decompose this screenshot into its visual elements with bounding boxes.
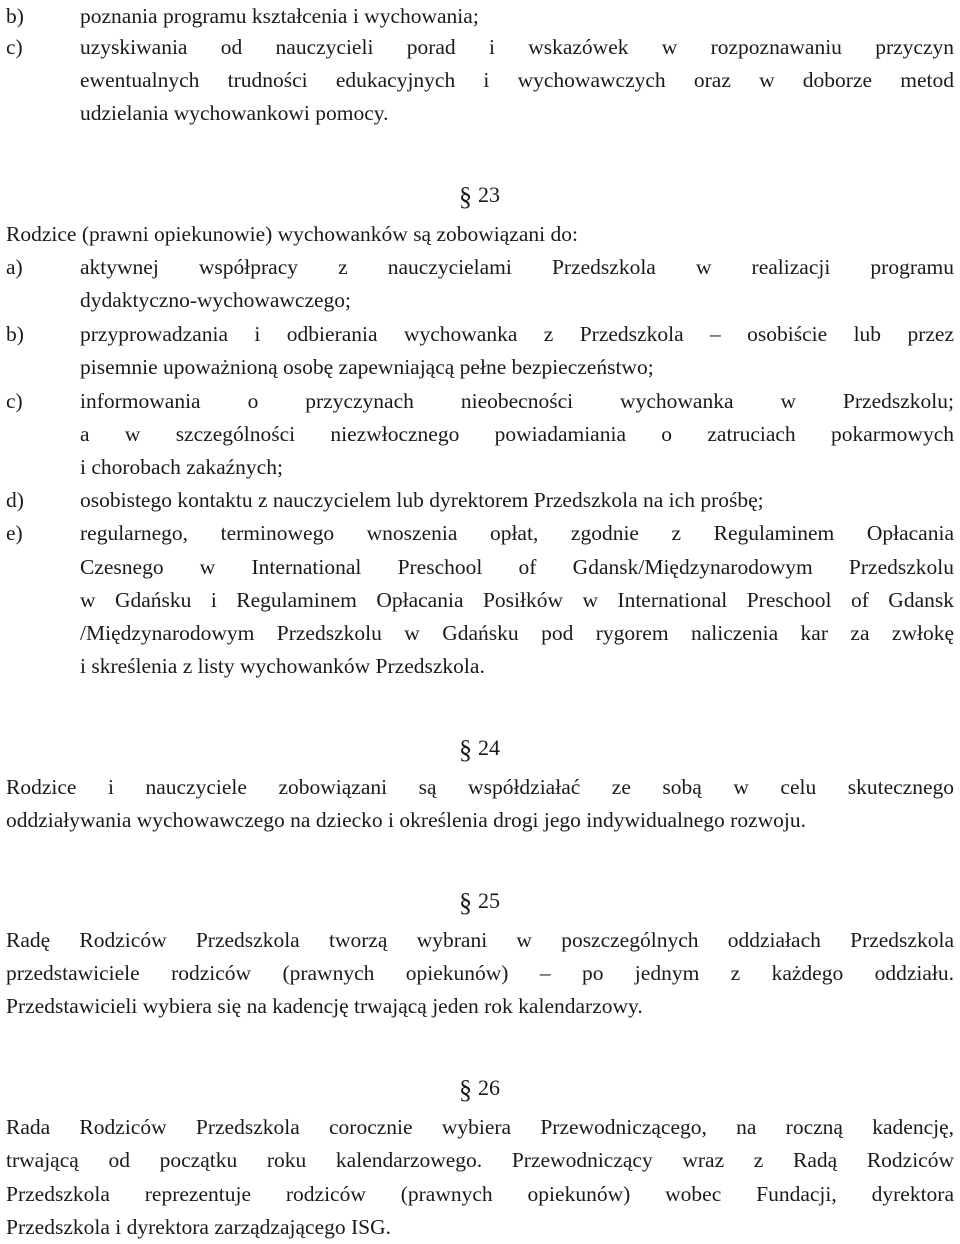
list-item-marker: b): [6, 322, 24, 346]
section-heading: [459, 1069, 500, 1105]
paragraph-line: Radę Rodziców Przedszkola tworzą wybrani w poszczególnych oddziałach Przedszkola: [6, 928, 954, 952]
list-item-line: Czesnego w International Preschool of Gdansk/Międzynarodowym Przedszkolu: [80, 555, 954, 579]
list-item-marker: d): [6, 488, 24, 512]
section-heading: [459, 882, 500, 918]
paragraph-line: Przedszkola reprezentuje rodziców (prawnych opiekunów) wobec Fundacji, dyrektora: [6, 1182, 954, 1206]
list-item-line: poznania programu kształcenia i wychowania;: [80, 4, 479, 28]
list-item-line: aktywnej współpracy z nauczycielami Przedszkola w realizacji programu: [80, 255, 954, 279]
list-item-line: /Międzynarodowym Przedszkolu w Gdańsku pod rygorem naliczenia kar za zwłokę: [80, 621, 954, 645]
list-item-line: w Gdańsku i Regulaminem Opłacania Posiłków w International Preschool of Gdansk: [80, 588, 954, 612]
list-item-marker: a): [6, 255, 23, 279]
list-item-line: uzyskiwania od nauczycieli porad i wskazówek w rozpoznawaniu przyczyn: [80, 35, 954, 59]
list-item-line: regularnego, terminowego wnoszenia opłat, zgodnie z Regulaminem Opłacania: [80, 521, 954, 545]
section-number: 24: [478, 735, 500, 760]
section-intro: Rodzice (prawni opiekunowie) wychowanków są zobowiązani do:: [6, 222, 578, 246]
list-item-line: informowania o przyczynach nieobecności wychowanka w Przedszkolu;: [80, 389, 954, 413]
list-item-marker: c): [6, 35, 23, 59]
paragraph-line: trwającą od początku roku kalendarzowego. Przewodniczący wraz z Radą Rodziców: [6, 1148, 954, 1172]
section-number: 23: [478, 182, 500, 207]
section-symbol: §: [459, 182, 472, 211]
list-item-marker: e): [6, 521, 23, 545]
section-symbol: §: [459, 1075, 472, 1104]
list-item-line: i chorobach zakaźnych;: [80, 455, 283, 479]
list-item-line: ewentualnych trudności edukacyjnych i wychowawczych oraz w doborze metod: [80, 68, 954, 92]
section-number: 26: [478, 1075, 500, 1100]
section-symbol: §: [459, 888, 472, 917]
list-item-line: dydaktyczno-wychowawczego;: [80, 288, 352, 312]
section-heading: [459, 729, 500, 765]
section-symbol: §: [459, 735, 472, 764]
paragraph-line: Rodzice i nauczyciele zobowiązani są współdziałać ze sobą w celu skutecznego: [6, 775, 954, 799]
list-item-line: i skreślenia z listy wychowanków Przedszkola.: [80, 654, 485, 678]
list-item-marker: c): [6, 389, 23, 413]
paragraph-line: Rada Rodziców Przedszkola corocznie wybiera Przewodniczącego, na roczną kadencję,: [6, 1115, 954, 1139]
section-number: 25: [478, 888, 500, 913]
paragraph-line: przedstawiciele rodziców (prawnych opiekunów) – po jednym z każdego oddziału.: [6, 961, 954, 985]
paragraph-line: oddziaływania wychowawczego na dziecko i określenia drogi jego indywidualnego rozwoju.: [6, 808, 807, 832]
list-item-marker: b): [6, 4, 24, 28]
list-item-line: przyprowadzania i odbierania wychowanka z Przedszkola – osobiście lub przez: [80, 322, 954, 346]
list-item-line: a w szczególności niezwłocznego powiadamiania o zatruciach pokarmowych: [80, 422, 954, 446]
paragraph-line: Przedstawicieli wybiera się na kadencję trwającą jeden rok kalendarzowy.: [6, 994, 643, 1018]
list-item-line: pisemnie upoważnioną osobę zapewniającą pełne bezpieczeństwo;: [80, 355, 654, 379]
list-item-line: udzielania wychowankowi pomocy.: [80, 101, 389, 125]
paragraph-line: Przedszkola i dyrektora zarządzającego ISG.: [6, 1215, 392, 1239]
list-item-line: osobistego kontaktu z nauczycielem lub dyrektorem Przedszkola na ich prośbę;: [80, 488, 764, 512]
section-heading: [459, 176, 500, 212]
